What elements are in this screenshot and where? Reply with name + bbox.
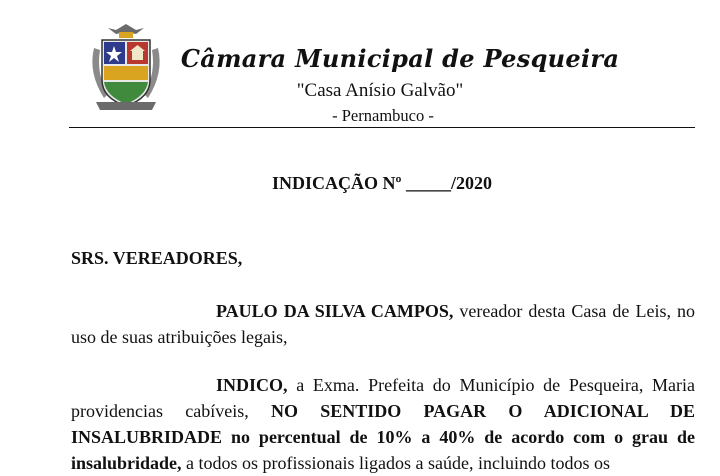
paragraph-author bbox=[71, 298, 695, 350]
document-title: INDICAÇÃO Nº _____/2020 bbox=[272, 173, 492, 193]
org-subtitle: "Casa Anísio Galvão" bbox=[296, 80, 464, 101]
author-name: PAULO DA SILVA CAMPOS, bbox=[216, 301, 454, 321]
org-name: Câmara Municipal de Pesqueira bbox=[180, 44, 620, 73]
header-divider bbox=[69, 127, 695, 128]
org-state: - Pernambuco - bbox=[332, 106, 434, 125]
indication-bold-text: NO SENTIDO PAGAR O ADICIONAL DE INSALUBRIDADE no percentual de 10% a 40% de acordo com o grau de insalubridade, bbox=[71, 401, 695, 473]
salutation: SRS. VEREADORES, bbox=[71, 248, 243, 268]
indication-verb: INDICO, bbox=[216, 375, 288, 395]
indication-text-2: a todos os profissionais ligados a saúde, incluindo todos os bbox=[181, 453, 611, 473]
indication-text-1: a Exma. Prefeita do Município de Pesqueira, Maria providencias cabíveis, bbox=[71, 375, 695, 421]
paragraph-indication bbox=[71, 372, 695, 476]
author-text: vereador desta Casa de Leis, no uso de suas atribuições legais, bbox=[71, 301, 695, 347]
